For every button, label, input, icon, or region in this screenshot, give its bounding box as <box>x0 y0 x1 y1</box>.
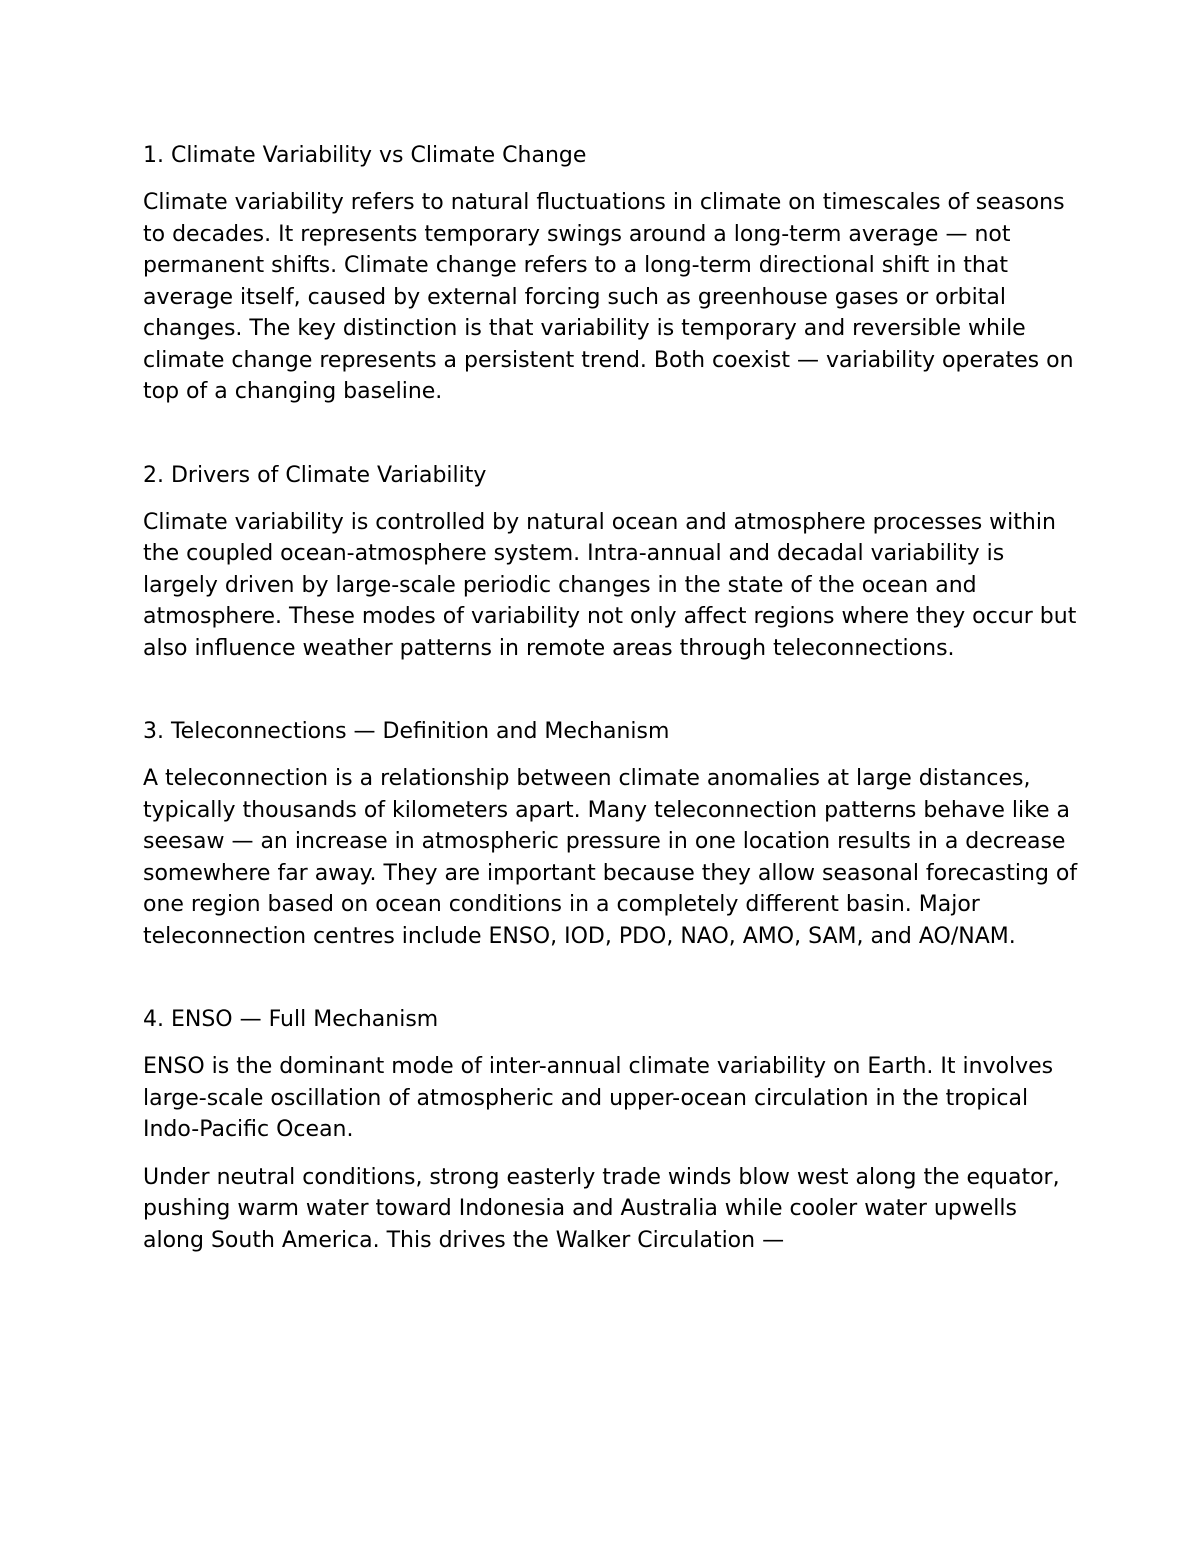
section-paragraph: Under neutral conditions, strong easterly trade winds blow west along the equator, pushing warm water toward Indonesia and Australia while cooler water upwells along South America. This drives the Walker Circulation — <box>143 1164 1060 1253</box>
section-heading: 2. Drivers of Climate Variability <box>143 462 487 488</box>
section-drivers-of-climate-variability <box>143 460 1078 665</box>
section-paragraph: Climate variability refers to natural fluctuations in climate on timescales of seasons to decades. It represents temporary swings around a long-term average — not permanent shifts. Climate change refers to a long-term directional shift in that average itself, caused by external forcing such as greenhouse gases or orbital changes. The key distinction is that variability is temporary and reversible while climate change represents a persistent trend. Both coexist — variability operates on top of a changing baseline. <box>143 190 1074 404</box>
section-paragraph: Climate variability is controlled by natural ocean and atmosphere processes within the coupled ocean-atmosphere system. Intra-annual and decadal variability is largely driven by large-scale periodic changes in the state of the ocean and atmosphere. These modes of variability not only affect regions where they occur but also influence weather patterns in remote areas through teleconnections. <box>143 509 1077 661</box>
section-heading: 4. ENSO — Full Mechanism <box>143 1007 439 1032</box>
section-teleconnections <box>143 716 1078 952</box>
section-heading: 3. Teleconnections — Definition and Mechanism <box>143 719 670 744</box>
section-paragraph: A teleconnection is a relationship between climate anomalies at large distances, typically thousands of kilometers apart. Many teleconnection patterns behave like a seesaw — an increase in atmospheric pressure in one location results in a decrease somewhere far away. They are important because they allow seasonal forecasting of one region based on ocean conditions in a completely different basin. Major teleconnection centres include ENSO, IOD, PDO, NAO, AMO, SAM, and AO/NAM. <box>143 766 1078 949</box>
section-enso-mechanism <box>143 1004 1078 1256</box>
section-climate-variability-vs-change <box>143 140 1078 408</box>
section-paragraph: ENSO is the dominant mode of inter-annual climate variability on Earth. It involves large-scale oscillation of atmospheric and upper-ocean circulation in the tropical Indo-Pacific Ocean. <box>143 1054 1054 1142</box>
section-heading: 1. Climate Variability vs Climate Change <box>143 143 587 168</box>
document-body <box>143 140 1078 1308</box>
